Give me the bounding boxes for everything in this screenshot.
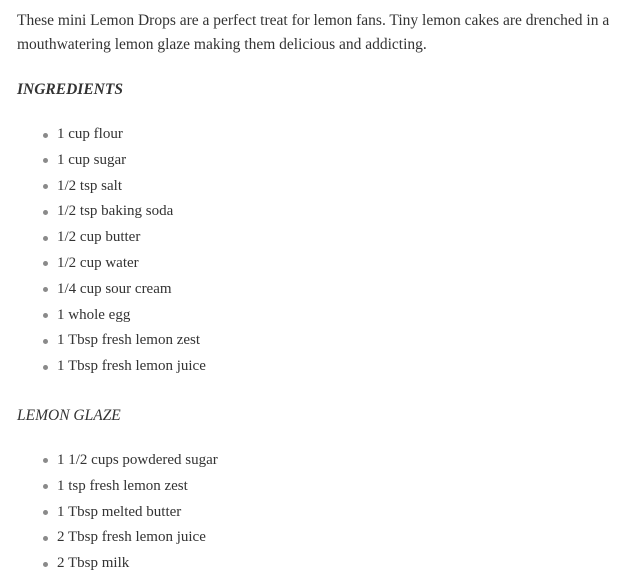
ingredient-text: 1 cup sugar	[57, 151, 127, 168]
glaze-text: 2 Tbsp milk	[57, 555, 130, 572]
recipe-intro: These mini Lemon Drops are a perfect treat for lemon fans. Tiny lemon cakes are drenched in a mouthwatering lemon glaze making them delicious and addicting.	[17, 12, 610, 53]
ingredient-text: 1/2 cup water	[57, 254, 139, 271]
bullet-icon	[43, 236, 48, 241]
bullet-icon	[43, 458, 48, 463]
bullet-icon	[43, 365, 48, 370]
bullet-icon	[43, 562, 48, 567]
bullet-icon	[43, 339, 48, 344]
bullet-icon	[43, 510, 48, 515]
ingredient-item	[43, 225, 630, 251]
bullet-icon	[43, 536, 48, 541]
glaze-text: 1 Tbsp melted butter	[57, 503, 182, 520]
glaze-text: 1 1/2 cups powdered sugar	[57, 451, 218, 468]
ingredient-item	[43, 199, 630, 225]
bullet-icon	[43, 158, 48, 163]
ingredient-text: 1 whole egg	[57, 306, 131, 323]
ingredient-item	[43, 122, 630, 148]
ingredient-text: 1/4 cup sour cream	[57, 280, 172, 297]
ingredients-heading: INGREDIENTS	[17, 81, 123, 98]
ingredient-text: 1 Tbsp fresh lemon zest	[57, 332, 201, 349]
glaze-item	[43, 474, 630, 500]
bullet-icon	[43, 287, 48, 292]
ingredient-item	[43, 251, 630, 277]
ingredient-item	[43, 303, 630, 329]
ingredient-item	[43, 148, 630, 174]
glaze-item	[43, 525, 630, 551]
bullet-icon	[43, 184, 48, 189]
glaze-text: 1 tsp fresh lemon zest	[57, 477, 188, 494]
bullet-icon	[43, 313, 48, 318]
ingredient-text: 1 cup flour	[57, 126, 123, 142]
glaze-item	[43, 448, 630, 474]
lemon-glaze-heading: LEMON GLAZE	[17, 406, 121, 424]
ingredient-text: 1/2 tsp baking soda	[57, 203, 174, 220]
glaze-list	[17, 448, 630, 577]
bullet-icon	[43, 210, 48, 215]
ingredient-text: 1/2 tsp salt	[57, 177, 123, 194]
ingredient-item	[43, 174, 630, 200]
ingredient-item	[43, 277, 630, 303]
glaze-text: 2 Tbsp fresh lemon juice	[57, 529, 206, 546]
ingredient-text: 1/2 cup butter	[57, 229, 141, 246]
ingredient-item	[43, 328, 630, 354]
bullet-icon	[43, 133, 48, 138]
bullet-icon	[43, 261, 48, 266]
glaze-item	[43, 551, 630, 577]
bullet-icon	[43, 484, 48, 489]
glaze-item	[43, 500, 630, 526]
ingredients-list	[17, 122, 630, 380]
ingredient-text: 1 Tbsp fresh lemon juice	[57, 358, 206, 375]
ingredient-item	[43, 354, 630, 380]
